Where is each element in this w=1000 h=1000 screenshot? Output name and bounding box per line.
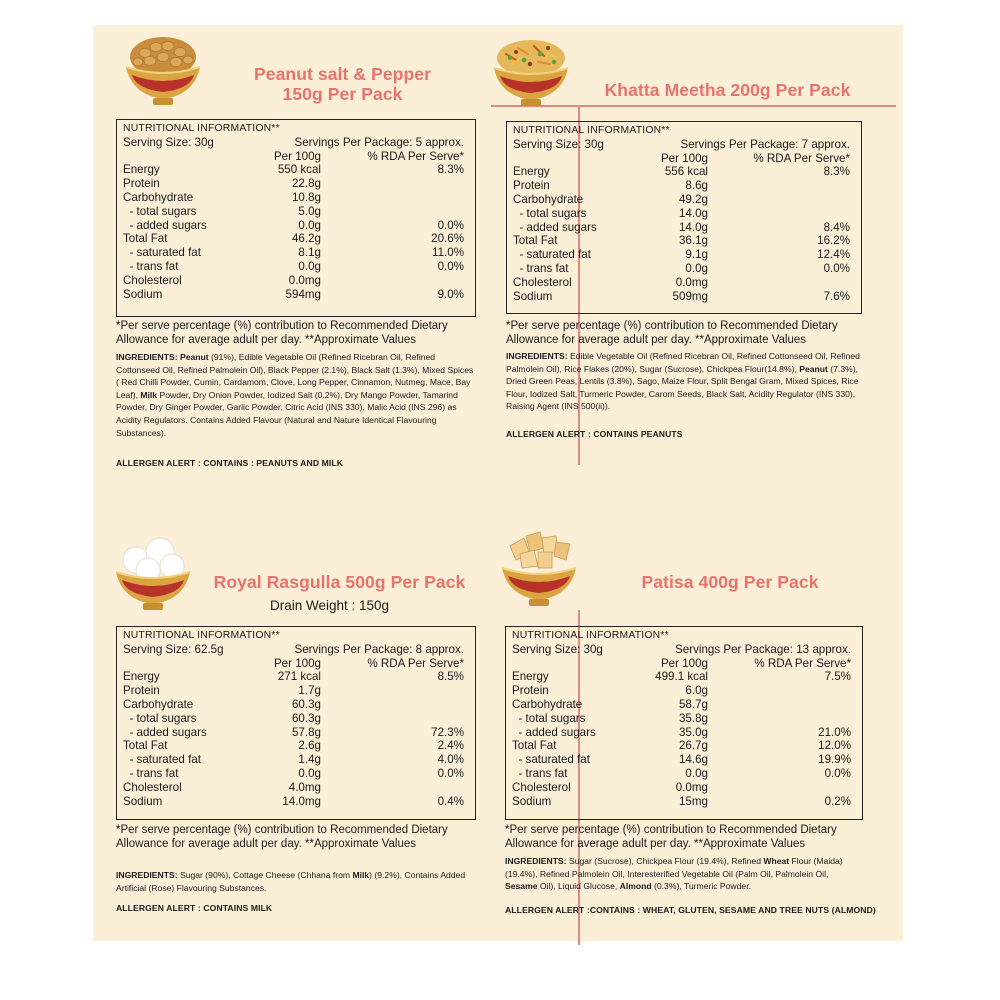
nutrient-row xyxy=(123,795,471,809)
peanut-bowl-icon xyxy=(120,35,206,109)
nutrient-label: - saturated fat xyxy=(123,753,201,767)
nutrient-row xyxy=(513,165,857,179)
nutrient-label: - added sugars xyxy=(123,725,207,739)
nutrition-header: NUTRITIONAL INFORMATION** xyxy=(513,125,670,136)
nutrient-rda: 72.3% xyxy=(431,725,464,739)
nutrient-rda: 12.0% xyxy=(818,739,851,753)
nutrient-row xyxy=(512,712,858,726)
nutrient-per100: 271 kcal xyxy=(277,670,321,684)
nutrient-label: Carbohydrate xyxy=(513,192,584,206)
nutrient-per100: 594mg xyxy=(285,287,321,301)
nutrient-row xyxy=(123,739,471,753)
nutrient-rda: 12.4% xyxy=(817,248,850,262)
nutrient-label: - added sugars xyxy=(512,725,596,739)
panel-title: Peanut salt & Pepper 150g Per Pack xyxy=(253,64,432,104)
nutrient-rda: 0.4% xyxy=(437,794,464,808)
nutrient-label: Energy xyxy=(513,165,550,179)
serving-size: Serving Size: 30g xyxy=(123,135,214,149)
nutrient-label: - total sugars xyxy=(513,206,587,220)
nutrient-label: - added sugars xyxy=(123,218,207,232)
column-header-row xyxy=(123,657,471,671)
nutrient-label: Energy xyxy=(123,163,160,177)
nutrient-per100: 9.1g xyxy=(685,248,708,262)
nutrition-header-row xyxy=(513,124,857,138)
servings-per-package: Servings Per Package: 13 approx. xyxy=(675,642,851,656)
serving-size: Serving Size: 62.5g xyxy=(123,642,224,656)
nutrient-row xyxy=(513,179,857,193)
nutrient-label: Sodium xyxy=(123,794,163,808)
nutrient-per100: 36.1g xyxy=(678,234,708,248)
nutrient-per100: 58.7g xyxy=(678,697,708,711)
nutrient-label: - added sugars xyxy=(513,220,597,234)
nutrient-per100: 509mg xyxy=(672,289,708,303)
nutrient-row xyxy=(123,260,471,274)
nutrient-label: - total sugars xyxy=(123,711,197,725)
nutrient-row xyxy=(513,290,857,304)
servings-per-package: Servings Per Package: 7 approx. xyxy=(680,137,850,151)
nutrient-label: Protein xyxy=(513,179,550,193)
nutrient-row xyxy=(123,288,471,302)
nutrient-per100: 46.2g xyxy=(291,232,321,246)
ingredients-text: INGREDIENTS: Sugar (90%), Cottage Cheese (Chhana from Milk) (9.2%), Contains Added Artificial (Rose) Flavouring Substances. xyxy=(116,870,466,893)
nutrient-row xyxy=(123,191,471,205)
nutrient-row xyxy=(123,219,471,233)
nutrient-label: Carbohydrate xyxy=(123,697,194,711)
serving-row xyxy=(512,643,858,657)
nutrient-label: Energy xyxy=(123,670,160,684)
nutrient-rda: 7.5% xyxy=(824,670,851,684)
nutrient-per100: 26.7g xyxy=(678,739,708,753)
nutrient-rda: 8.4% xyxy=(823,220,850,234)
nutrient-rda: 0.0% xyxy=(437,259,464,273)
nutrient-row xyxy=(512,781,858,795)
nutrient-label: - total sugars xyxy=(512,711,586,725)
nutrient-row xyxy=(123,232,471,246)
nutrition-table xyxy=(506,121,862,314)
nutrient-per100: 60.3g xyxy=(291,711,321,725)
nutrient-rda: 7.6% xyxy=(823,289,850,303)
nutrient-row xyxy=(513,262,857,276)
nutrient-row xyxy=(512,795,858,809)
nutrition-header: NUTRITIONAL INFORMATION** xyxy=(123,630,280,641)
nutrient-label: - trans fat xyxy=(513,261,569,275)
nutrient-rda: 8.5% xyxy=(437,670,464,684)
nutrient-per100: 60.3g xyxy=(291,697,321,711)
col-per100: Per 100g xyxy=(660,656,708,670)
nutrient-per100: 0.0g xyxy=(298,218,321,232)
nutrient-per100: 57.8g xyxy=(291,725,321,739)
nutrient-per100: 14.0g xyxy=(678,220,708,234)
col-rda: % RDA Per Serve* xyxy=(367,656,464,670)
nutrient-per100: 1.4g xyxy=(298,753,321,767)
nutrient-rda: 8.3% xyxy=(823,165,850,179)
nutrient-per100: 556 kcal xyxy=(664,165,708,179)
rda-footnote: *Per serve percentage (%) contribution to Recommended Dietary Allowance for average adult per day. **Approximate Values xyxy=(116,824,448,850)
nutrient-rda: 20.6% xyxy=(431,232,464,246)
nutrient-label: Total Fat xyxy=(123,739,168,753)
nutrient-per100: 10.8g xyxy=(291,190,321,204)
nutrient-label: Carbohydrate xyxy=(512,697,583,711)
serving-size: Serving Size: 30g xyxy=(513,137,604,151)
nutrient-per100: 1.7g xyxy=(298,684,321,698)
col-rda: % RDA Per Serve* xyxy=(754,656,851,670)
nutrient-per100: 8.1g xyxy=(298,246,321,260)
nutrient-row xyxy=(513,193,857,207)
nutrient-label: - trans fat xyxy=(123,766,179,780)
ingredients-text: INGREDIENTS: Peanut (91%), Edible Vegetable Oil (Refined Ricebran Oil, Refined Cottonseed Oil, Refined Palmolein Oil), Black Pepper (2.1%), Black Salt (1.3%), Mixed Spices ( Red Chilli Powder, Cumin, Cardamom, Clove, Long Pepper, Cinnamon, Nutmeg, Mace, Bay Leaf), Milk Powder, Dry Onion Powder, Iodized Salt (0.2%), Dry Mango Powder, Tamarind Powder, Dry Ginger Powder, Garlic Powder, Citric Acid (INS 330), Malic Acid (INS 296) as Acidity Regulators. Contains Added Flavour (Natural and Nature Identical Flavouring Substances). xyxy=(116,352,474,438)
col-per100: Per 100g xyxy=(660,151,708,165)
nutrient-per100: 0.0mg xyxy=(675,275,708,289)
nutrient-row xyxy=(123,670,471,684)
nutrient-label: Sodium xyxy=(123,287,163,301)
nutrient-row xyxy=(513,276,857,290)
nutrient-row xyxy=(123,684,471,698)
nutrient-rda: 2.4% xyxy=(437,739,464,753)
nutrient-row xyxy=(512,670,858,684)
nutrient-row xyxy=(512,767,858,781)
nutrient-per100: 35.8g xyxy=(678,711,708,725)
nutrient-per100: 499.1 kcal xyxy=(655,670,708,684)
nutrient-per100: 14.0mg xyxy=(282,794,321,808)
nutrient-row xyxy=(123,753,471,767)
nutrient-label: Cholesterol xyxy=(513,275,572,289)
patisa-bowl-icon xyxy=(496,528,582,602)
ingredients-text: INGREDIENTS: Edible Vegetable Oil (Refined Ricebran Oil, Refined Cottonseed Oil, Refined Palmolein Oil), Rice Flakes (20%), Sugar (Sucrose), Chickpea Flour(14.8%), Peanut (7.3%), Dried Green Peas, Lentils (3.8%), Sago, Maize Flour, Split Bengal Gram, Mixed Spices, Rice Flour, Iodized Salt, Turmeric Powder, Carom Seeds, Black Salt, Acidity Regulator (INS 330), Raising Agent (INS 500(ii)). xyxy=(506,351,860,412)
nutrient-label: Cholesterol xyxy=(123,780,182,794)
nutrition-header-row xyxy=(123,122,471,136)
nutrient-label: - saturated fat xyxy=(123,246,201,260)
nutrient-row xyxy=(123,781,471,795)
rasgulla-bowl-icon xyxy=(110,532,196,606)
nutrient-row xyxy=(123,205,471,219)
nutrition-table xyxy=(116,626,476,820)
nutrient-rda: 21.0% xyxy=(818,725,851,739)
nutrient-label: Cholesterol xyxy=(123,273,182,287)
col-per100: Per 100g xyxy=(273,149,321,163)
nutrient-row xyxy=(123,246,471,260)
nutrient-per100: 0.0g xyxy=(685,766,708,780)
nutrient-row xyxy=(512,753,858,767)
nutrient-rda: 0.0% xyxy=(823,261,850,275)
nutrient-label: Protein xyxy=(123,177,160,191)
nutrient-label: Sodium xyxy=(513,289,553,303)
nutrient-row xyxy=(123,712,471,726)
nutrient-rda: 16.2% xyxy=(817,234,850,248)
nutrient-per100: 0.0mg xyxy=(288,273,321,287)
nutrient-rda: 0.0% xyxy=(437,218,464,232)
nutrient-per100: 22.8g xyxy=(291,177,321,191)
nutrient-row xyxy=(123,767,471,781)
nutrient-row xyxy=(513,248,857,262)
nutrient-per100: 0.0g xyxy=(298,766,321,780)
nutrient-per100: 6.0g xyxy=(685,684,708,698)
ingredients-text: INGREDIENTS: Sugar (Sucrose), Chickpea Flour (19.4%), Refined Wheat Flour (Maida) (19.4%), Refined Palmolein Oil, Interesterified Vegetable Oil (Palm Oil, Palmolein Oil, Sesame Oil), Liquid Glucose, Almond (0.3%), Turmeric Powder. xyxy=(505,856,843,892)
nutrient-label: Protein xyxy=(123,684,160,698)
nutrient-row xyxy=(513,207,857,221)
nutrition-header-row xyxy=(512,629,858,643)
rda-footnote: *Per serve percentage (%) contribution to Recommended Dietary Allowance for average adult per day. **Approximate Values xyxy=(506,320,838,346)
nutrient-rda: 4.0% xyxy=(437,753,464,767)
nutrient-per100: 49.2g xyxy=(678,192,708,206)
servings-per-package: Servings Per Package: 5 approx. xyxy=(294,135,464,149)
nutrition-header: NUTRITIONAL INFORMATION** xyxy=(512,630,669,641)
nutrient-per100: 5.0g xyxy=(298,204,321,218)
column-header-row xyxy=(513,152,857,166)
nutrient-per100: 0.0g xyxy=(685,261,708,275)
nutrient-label: Sodium xyxy=(512,794,552,808)
nutrient-row xyxy=(123,698,471,712)
nutrient-label: - trans fat xyxy=(123,259,179,273)
khatta-meetha-bowl-icon xyxy=(488,36,574,110)
nutrient-per100: 15mg xyxy=(678,794,708,808)
nutrient-row xyxy=(513,221,857,235)
nutrient-label: - total sugars xyxy=(123,204,197,218)
nutrient-per100: 8.6g xyxy=(685,179,708,193)
nutrient-per100: 4.0mg xyxy=(288,780,321,794)
nutrient-row xyxy=(512,739,858,753)
nutrient-label: Carbohydrate xyxy=(123,190,194,204)
col-rda: % RDA Per Serve* xyxy=(367,149,464,163)
nutrient-per100: 14.6g xyxy=(678,753,708,767)
column-header-row xyxy=(512,657,858,671)
drain-weight: Drain Weight : 150g xyxy=(270,598,390,613)
rda-footnote: *Per serve percentage (%) contribution to Recommended Dietary Allowance for average adult per day. **Approximate Values xyxy=(116,320,448,346)
nutrient-per100: 2.6g xyxy=(298,739,321,753)
nutrient-row xyxy=(512,698,858,712)
nutrition-table xyxy=(505,626,863,820)
nutrient-rda: 0.0% xyxy=(437,766,464,780)
col-rda: % RDA Per Serve* xyxy=(753,151,850,165)
column-header-row xyxy=(123,150,471,164)
nutrient-label: - saturated fat xyxy=(512,753,590,767)
nutrient-rda: 0.2% xyxy=(824,794,851,808)
serving-row xyxy=(123,643,471,657)
panel-title: Royal Rasgulla 500g Per Pack xyxy=(213,572,466,592)
panel-title: Khatta Meetha 200g Per Pack xyxy=(604,80,851,100)
allergen-alert: ALLERGEN ALERT : CONTAINS MILK xyxy=(116,903,273,913)
nutrient-label: Total Fat xyxy=(513,234,558,248)
panel-title: Patisa 400g Per Pack xyxy=(641,572,819,592)
nutrient-per100: 0.0mg xyxy=(675,780,708,794)
nutrient-rda: 0.0% xyxy=(824,766,851,780)
nutrient-rda: 9.0% xyxy=(437,287,464,301)
nutrient-row xyxy=(123,726,471,740)
nutrient-per100: 35.0g xyxy=(678,725,708,739)
nutrient-rda: 8.3% xyxy=(437,163,464,177)
nutrient-label: - saturated fat xyxy=(513,248,591,262)
allergen-alert: ALLERGEN ALERT : CONTAINS PEANUTS xyxy=(506,429,683,439)
nutrient-row xyxy=(513,234,857,248)
serving-row xyxy=(123,136,471,150)
rda-footnote: *Per serve percentage (%) contribution to Recommended Dietary Allowance for average adult per day. **Approximate Values xyxy=(505,824,837,850)
nutrient-label: - trans fat xyxy=(512,766,568,780)
servings-per-package: Servings Per Package: 8 approx. xyxy=(294,642,464,656)
nutrient-row xyxy=(512,684,858,698)
serving-size: Serving Size: 30g xyxy=(512,642,603,656)
nutrient-per100: 550 kcal xyxy=(277,163,321,177)
nutrient-row xyxy=(512,726,858,740)
nutrient-row xyxy=(123,163,471,177)
nutrient-rda: 11.0% xyxy=(431,246,464,260)
nutrient-label: Total Fat xyxy=(512,739,557,753)
nutrient-label: Energy xyxy=(512,670,549,684)
nutrient-row xyxy=(123,177,471,191)
nutrient-rda: 19.9% xyxy=(818,753,851,767)
serving-row xyxy=(513,138,857,152)
nutrient-label: Cholesterol xyxy=(512,780,571,794)
nutrition-table xyxy=(116,119,476,317)
nutrient-per100: 0.0g xyxy=(298,259,321,273)
nutrition-header-row xyxy=(123,629,471,643)
nutrition-header: NUTRITIONAL INFORMATION** xyxy=(123,123,280,134)
nutrient-per100: 14.0g xyxy=(678,206,708,220)
col-per100: Per 100g xyxy=(273,656,321,670)
nutrient-row xyxy=(123,274,471,288)
nutrient-label: Protein xyxy=(512,684,549,698)
allergen-alert: ALLERGEN ALERT : CONTAINS : PEANUTS AND MILK xyxy=(116,458,344,468)
allergen-alert: ALLERGEN ALERT :CONTAINS : WHEAT, GLUTEN, SESAME AND TREE NUTS (ALMOND) xyxy=(505,905,876,915)
nutrient-label: Total Fat xyxy=(123,232,168,246)
